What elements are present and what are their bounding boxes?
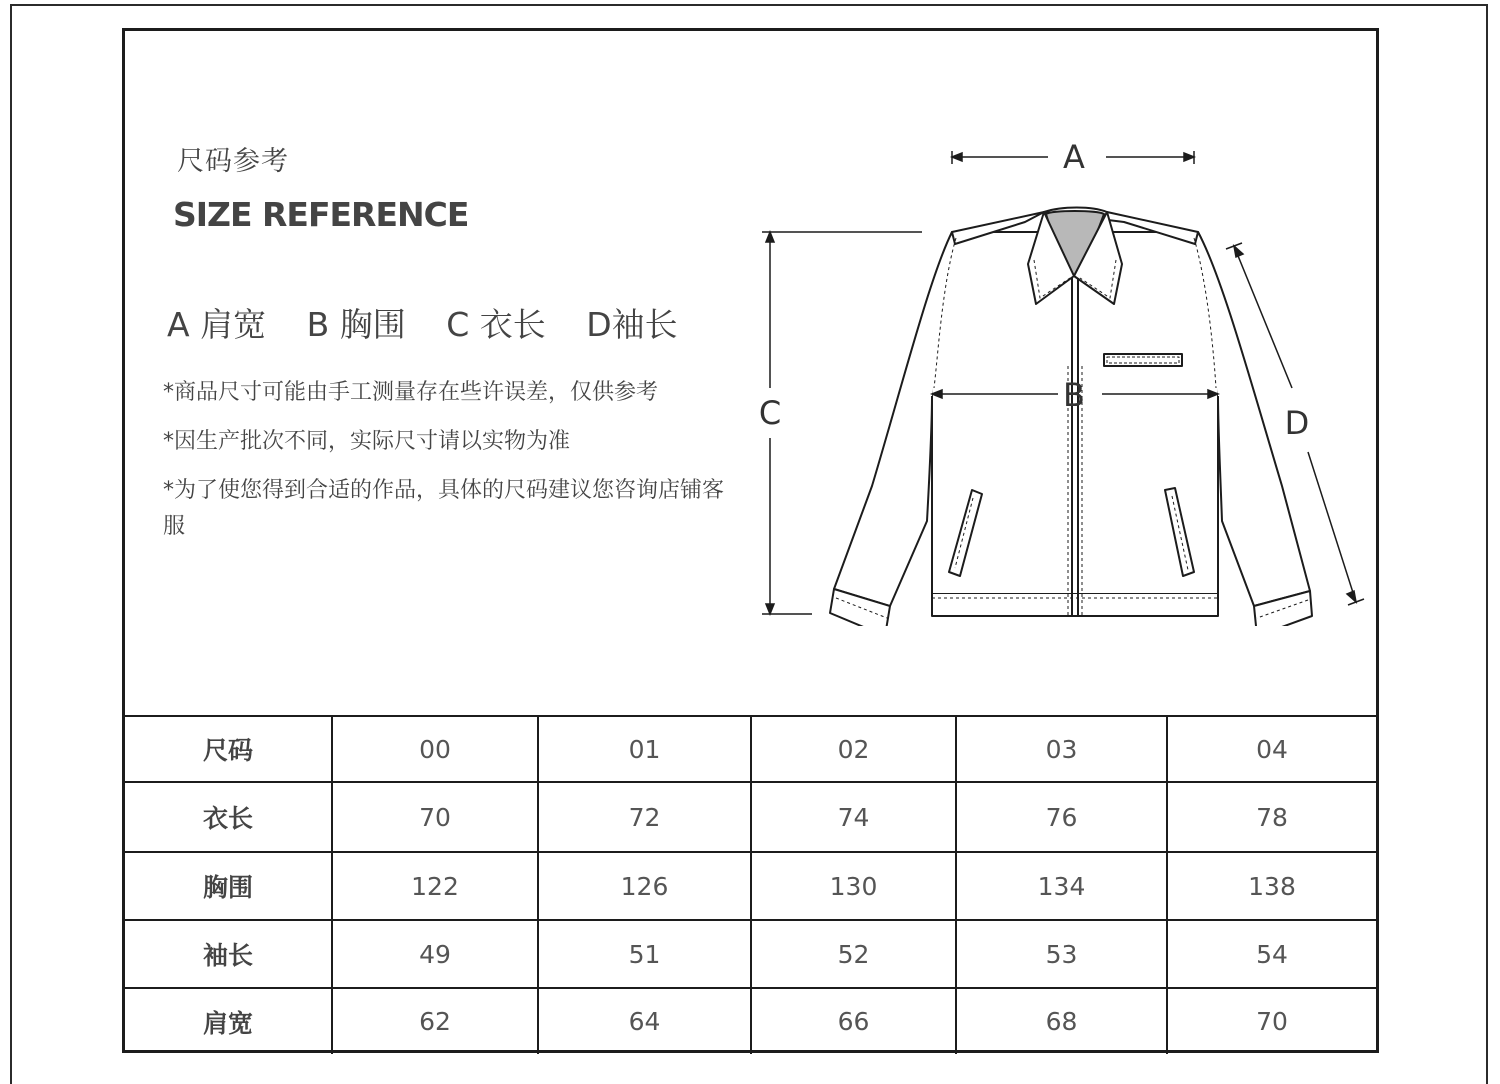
jacket-icon [830,208,1312,627]
table-cell: 肩宽 [125,988,332,1054]
table-cell: 62 [332,988,538,1054]
table-cell: 64 [538,988,751,1054]
table-row [125,920,1376,988]
notes [163,375,743,558]
label-b: B [1063,376,1085,414]
label-c: C [758,394,782,432]
size-reference-card [122,28,1379,1053]
table-cell: 66 [751,988,956,1054]
table-cell: 72 [538,782,751,852]
table-cell: 49 [332,920,538,988]
legend-d: D袖长 [586,305,678,344]
table-row [125,988,1376,1054]
table-cell: 122 [332,852,538,920]
table-cell: 54 [1167,920,1376,988]
table-cell: 68 [956,988,1167,1054]
table-row [125,852,1376,920]
table-cell: 胸围 [125,852,332,920]
table-row [125,782,1376,852]
legend-c: C 衣长 [446,305,546,344]
table-header-row [125,716,1376,782]
table-header-cell: 03 [956,716,1167,782]
label-a: A [1063,138,1085,176]
table-cell: 51 [538,920,751,988]
legend-a: A 肩宽 [167,305,267,344]
table-cell: 53 [956,920,1167,988]
note-2: *因生产批次不同，实际尺寸请以实物为准 [163,429,571,454]
table-header-cell: 00 [332,716,538,782]
table-cell: 74 [751,782,956,852]
table-header-cell: 02 [751,716,956,782]
table-cell: 袖长 [125,920,332,988]
table-header-cell: 尺码 [125,716,332,782]
note-3: *为了使您得到合适的作品，具体的尺码建议您咨询店铺客服 [163,478,725,539]
title-chinese: 尺码参考 [177,146,289,177]
jacket-diagram [752,126,1372,626]
table-header-cell: 04 [1167,716,1376,782]
table-cell: 130 [751,852,956,920]
legend-b: B 胸围 [306,305,406,344]
table-cell: 70 [332,782,538,852]
table-cell: 76 [956,782,1167,852]
table-cell: 70 [1167,988,1376,1054]
size-table [125,715,1376,1054]
table-cell: 52 [751,920,956,988]
table-header-cell: 01 [538,716,751,782]
table-cell: 138 [1167,852,1376,920]
table-cell: 衣长 [125,782,332,852]
table-cell: 134 [956,852,1167,920]
label-d: D [1284,404,1310,442]
measurement-legend [167,299,708,346]
table-cell: 126 [538,852,751,920]
table-cell: 78 [1167,782,1376,852]
note-1: *商品尺寸可能由手工测量存在些许误差，仅供参考 [163,380,659,405]
title-english: SIZE REFERENCE [173,195,469,234]
